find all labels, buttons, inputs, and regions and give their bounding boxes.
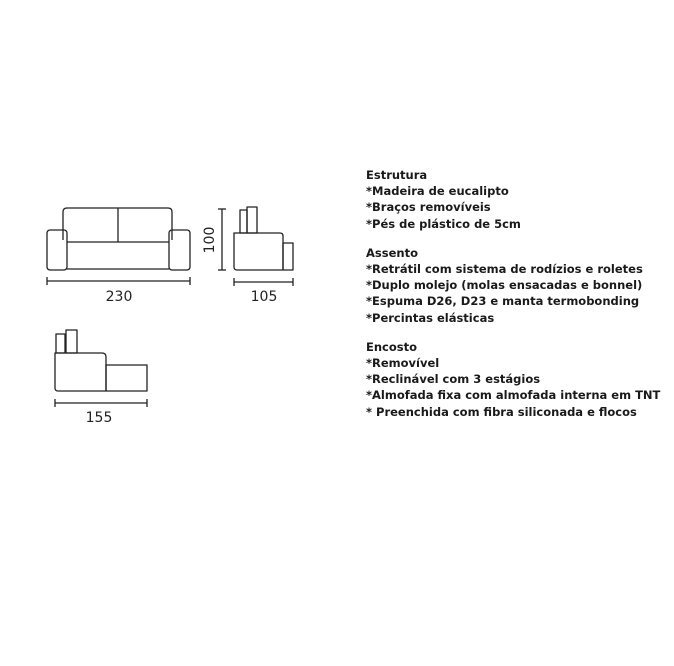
spec-section-assento (366, 245, 666, 326)
spec-item: *Espuma D26, D23 e manta termobonding (366, 294, 640, 309)
side-depth-dimension-line (234, 278, 293, 286)
spec-item: *Pés de plástico de 5cm (366, 216, 521, 231)
spec-item: *Retrátil com sistema de rodízios e roletes (366, 262, 643, 277)
sofa-side-backrest-rear (240, 210, 247, 233)
spec-item: *Duplo molejo (molas ensacadas e bonnel) (366, 278, 643, 293)
spec-item: * Preenchida com fibra siliconada e flocos (366, 404, 637, 419)
sofa-front-left-arm (47, 230, 67, 270)
front-width-dimension-line (47, 277, 190, 285)
spec-item: *Almofada fixa com almofada interna em TNT (366, 388, 661, 403)
spec-list (366, 167, 666, 433)
side-height-label: 100 (202, 226, 218, 254)
sofa-front-view (47, 208, 190, 270)
reclined-depth-label: 155 (85, 410, 113, 426)
spec-section-title: Estrutura (366, 168, 428, 182)
side-height-dimension-line (218, 209, 226, 270)
sofa-reclined-body (55, 353, 106, 391)
sofa-reclined-backrest-front (66, 330, 77, 353)
spec-item: *Reclinável com 3 estágios (366, 372, 541, 387)
spec-section-title: Assento (366, 245, 418, 260)
sofa-side-seat-front (283, 243, 293, 270)
spec-item: *Percintas elásticas (366, 310, 495, 325)
spec-section-encosto (366, 339, 666, 420)
spec-item: *Removível (366, 356, 440, 371)
spec-section-title: Encosto (366, 339, 418, 354)
spec-item: *Braços removíveis (366, 200, 491, 215)
side-depth-label: 105 (250, 289, 278, 305)
front-width-label: 230 (105, 289, 133, 305)
sofa-side-backrest-front (247, 207, 257, 233)
sofa-reclined-view (55, 330, 147, 391)
sofa-reclined-backrest-rear (56, 334, 65, 353)
spec-item: *Madeira de eucalipto (366, 184, 509, 199)
sofa-side-view (234, 207, 293, 270)
sofa-reclined-footrest (106, 365, 147, 391)
spec-section-estrutura (366, 167, 666, 232)
reclined-depth-dimension-line (55, 399, 147, 407)
sofa-side-body (234, 233, 283, 270)
